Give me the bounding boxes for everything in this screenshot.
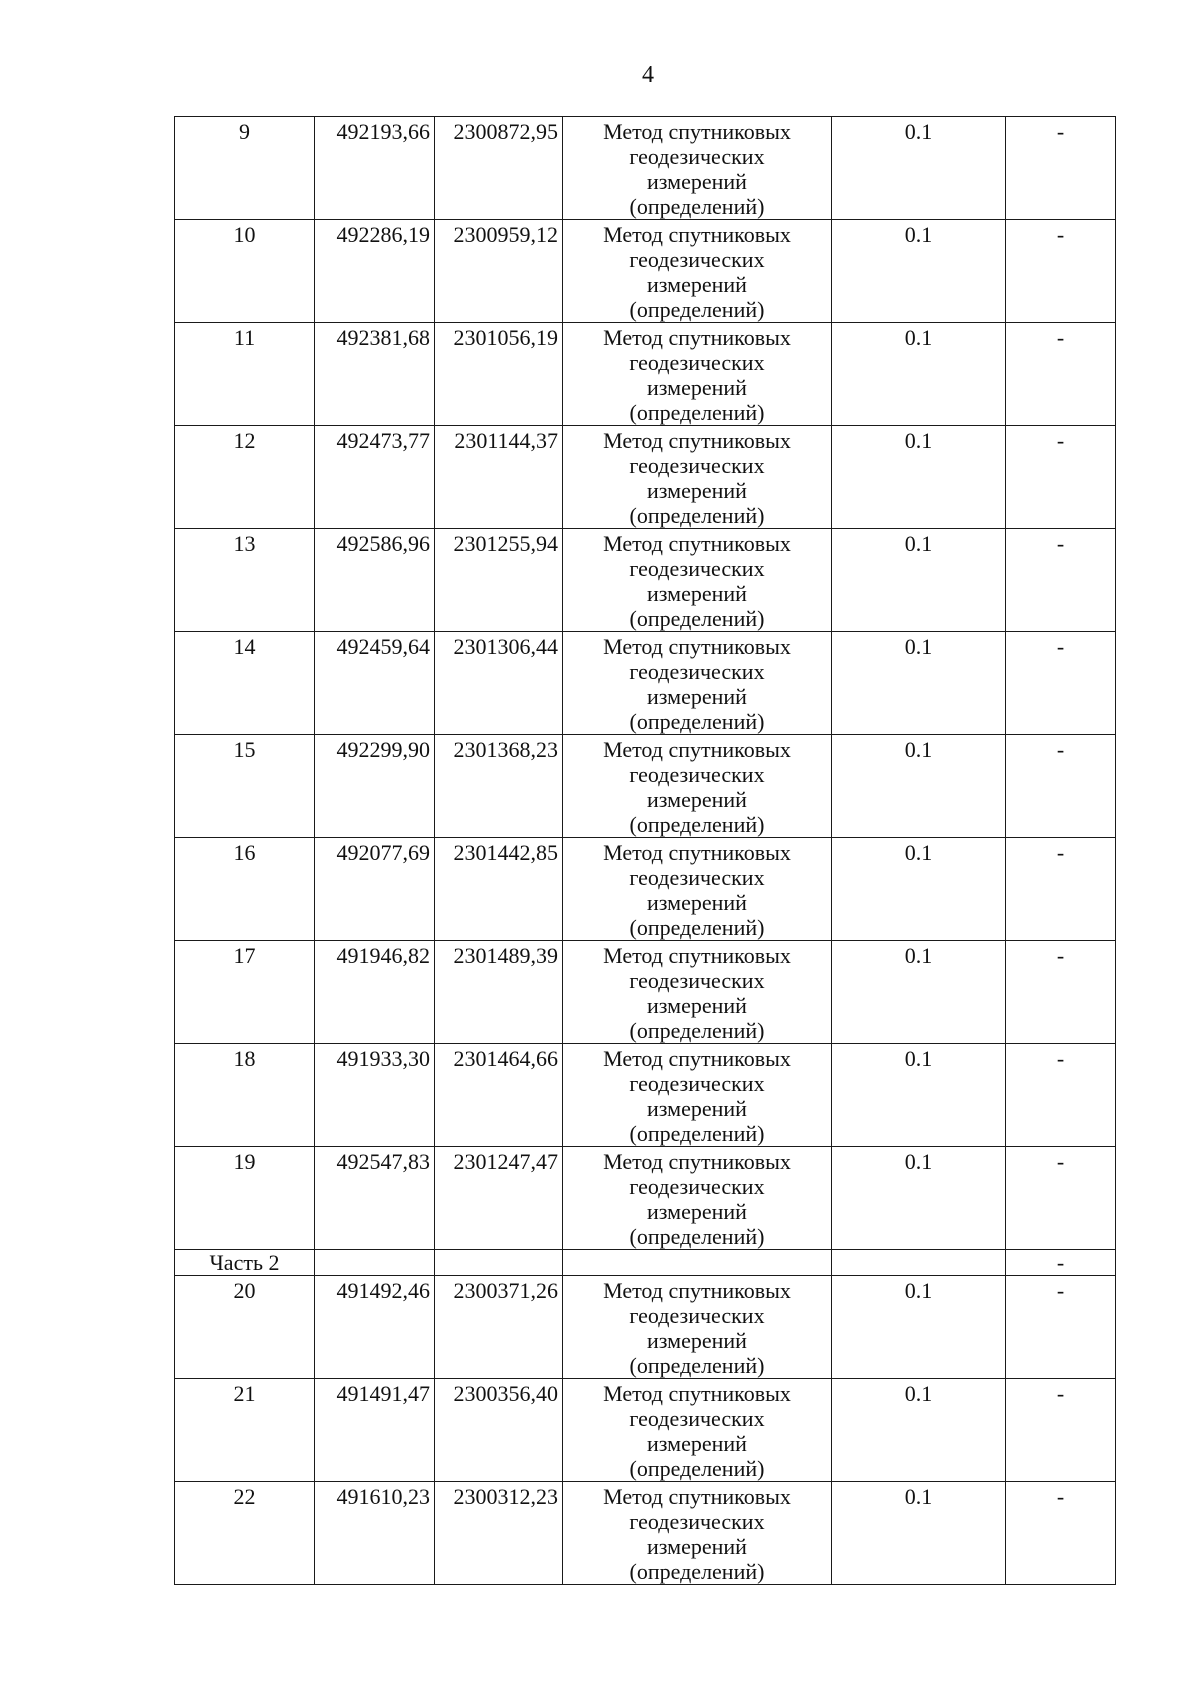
x-coordinate-cell: 492286,19 bbox=[315, 220, 435, 323]
accuracy-cell: 0.1 bbox=[832, 117, 1006, 220]
y-coordinate-cell: 2300371,26 bbox=[435, 1276, 563, 1379]
table-row bbox=[175, 323, 1116, 426]
method-text-line: (определений) bbox=[629, 297, 765, 322]
description-cell: - bbox=[1006, 1044, 1116, 1147]
table-row bbox=[175, 220, 1116, 323]
method-cell bbox=[563, 1482, 832, 1585]
method-text-line: Метод спутниковых bbox=[603, 1278, 791, 1303]
method-text-line: измерений bbox=[647, 684, 747, 709]
accuracy-cell: 0.1 bbox=[832, 1147, 1006, 1250]
x-coordinate-cell: 491492,46 bbox=[315, 1276, 435, 1379]
method-text-line: измерений bbox=[647, 890, 747, 915]
method-cell bbox=[563, 1379, 832, 1482]
method-cell bbox=[563, 1276, 832, 1379]
y-coordinate-cell: 2300312,23 bbox=[435, 1482, 563, 1585]
method-cell bbox=[563, 941, 832, 1044]
empty-cell bbox=[832, 1250, 1006, 1276]
y-coordinate-cell: 2301464,66 bbox=[435, 1044, 563, 1147]
table-row bbox=[175, 1379, 1116, 1482]
method-text-line: геодезических bbox=[629, 350, 765, 375]
method-text-line: измерений bbox=[647, 993, 747, 1018]
method-text-line: геодезических bbox=[629, 968, 765, 993]
point-number-cell: 18 bbox=[175, 1044, 315, 1147]
table-row bbox=[175, 1147, 1116, 1250]
table-row bbox=[175, 838, 1116, 941]
section-label: Часть 2 bbox=[175, 1250, 315, 1276]
method-text-line: Метод спутниковых bbox=[603, 943, 791, 968]
method-text-line: Метод спутниковых bbox=[603, 1484, 791, 1509]
method-text-line: геодезических bbox=[629, 247, 765, 272]
accuracy-cell: 0.1 bbox=[832, 1482, 1006, 1585]
accuracy-cell: 0.1 bbox=[832, 1379, 1006, 1482]
method-cell bbox=[563, 426, 832, 529]
table-row bbox=[175, 941, 1116, 1044]
method-text-line: Метод спутниковых bbox=[603, 1149, 791, 1174]
x-coordinate-cell: 492381,68 bbox=[315, 323, 435, 426]
x-coordinate-cell: 491491,47 bbox=[315, 1379, 435, 1482]
method-text-line: Метод спутниковых bbox=[603, 840, 791, 865]
method-text-line: (определений) bbox=[629, 1018, 765, 1043]
method-text-line: измерений bbox=[647, 375, 747, 400]
method-text-line: (определений) bbox=[629, 400, 765, 425]
description-cell: - bbox=[1006, 426, 1116, 529]
point-number-cell: 20 bbox=[175, 1276, 315, 1379]
description-cell: - bbox=[1006, 220, 1116, 323]
method-text-line: геодезических bbox=[629, 1406, 765, 1431]
x-coordinate-cell: 491946,82 bbox=[315, 941, 435, 1044]
method-text-line: геодезических bbox=[629, 453, 765, 478]
method-text-line: Метод спутниковых bbox=[603, 119, 791, 144]
description-cell: - bbox=[1006, 941, 1116, 1044]
method-text-line: (определений) bbox=[629, 194, 765, 219]
table-row bbox=[175, 632, 1116, 735]
method-cell bbox=[563, 735, 832, 838]
description-cell: - bbox=[1006, 1482, 1116, 1585]
point-number-cell: 17 bbox=[175, 941, 315, 1044]
table-row bbox=[175, 1044, 1116, 1147]
x-coordinate-cell: 492547,83 bbox=[315, 1147, 435, 1250]
method-text-line: (определений) bbox=[629, 1456, 765, 1481]
method-text-line: измерений bbox=[647, 272, 747, 297]
accuracy-cell: 0.1 bbox=[832, 529, 1006, 632]
table-row bbox=[175, 529, 1116, 632]
method-text-line: (определений) bbox=[629, 606, 765, 631]
method-text-line: (определений) bbox=[629, 1224, 765, 1249]
method-text-line: Метод спутниковых bbox=[603, 1381, 791, 1406]
point-number-cell: 9 bbox=[175, 117, 315, 220]
point-number-cell: 19 bbox=[175, 1147, 315, 1250]
method-text-line: геодезических bbox=[629, 1303, 765, 1328]
coordinates-table bbox=[174, 116, 1116, 1585]
method-cell bbox=[563, 220, 832, 323]
method-text-line: геодезических bbox=[629, 865, 765, 890]
method-text-line: геодезических bbox=[629, 144, 765, 169]
x-coordinate-cell: 491610,23 bbox=[315, 1482, 435, 1585]
method-cell bbox=[563, 117, 832, 220]
method-text-line: измерений bbox=[647, 1534, 747, 1559]
table-row bbox=[175, 117, 1116, 220]
table-row bbox=[175, 1276, 1116, 1379]
description-cell: - bbox=[1006, 117, 1116, 220]
accuracy-cell: 0.1 bbox=[832, 838, 1006, 941]
y-coordinate-cell: 2301368,23 bbox=[435, 735, 563, 838]
method-text-line: (определений) bbox=[629, 709, 765, 734]
method-text-line: измерений bbox=[647, 1431, 747, 1456]
method-text-line: геодезических bbox=[629, 1071, 765, 1096]
method-text-line: геодезических bbox=[629, 1509, 765, 1534]
description-cell: - bbox=[1006, 632, 1116, 735]
description-cell: - bbox=[1006, 1147, 1116, 1250]
method-text-line: Метод спутниковых bbox=[603, 737, 791, 762]
accuracy-cell: 0.1 bbox=[832, 323, 1006, 426]
accuracy-cell: 0.1 bbox=[832, 632, 1006, 735]
method-text-line: измерений bbox=[647, 581, 747, 606]
method-text-line: (определений) bbox=[629, 812, 765, 837]
accuracy-cell: 0.1 bbox=[832, 1276, 1006, 1379]
point-number-cell: 14 bbox=[175, 632, 315, 735]
description-cell: - bbox=[1006, 1276, 1116, 1379]
method-cell bbox=[563, 323, 832, 426]
method-text-line: (определений) bbox=[629, 1121, 765, 1146]
method-cell bbox=[563, 1044, 832, 1147]
method-cell bbox=[563, 838, 832, 941]
method-text-line: геодезических bbox=[629, 659, 765, 684]
description-cell: - bbox=[1006, 529, 1116, 632]
method-text-line: измерений bbox=[647, 1096, 747, 1121]
method-text-line: измерений bbox=[647, 1199, 747, 1224]
point-number-cell: 15 bbox=[175, 735, 315, 838]
y-coordinate-cell: 2301255,94 bbox=[435, 529, 563, 632]
y-coordinate-cell: 2301144,37 bbox=[435, 426, 563, 529]
section-description-cell: - bbox=[1006, 1250, 1116, 1276]
y-coordinate-cell: 2301247,47 bbox=[435, 1147, 563, 1250]
accuracy-cell: 0.1 bbox=[832, 220, 1006, 323]
accuracy-cell: 0.1 bbox=[832, 735, 1006, 838]
y-coordinate-cell: 2301489,39 bbox=[435, 941, 563, 1044]
table-row bbox=[175, 1482, 1116, 1585]
method-text-line: (определений) bbox=[629, 1353, 765, 1378]
y-coordinate-cell: 2301056,19 bbox=[435, 323, 563, 426]
method-text-line: (определений) bbox=[629, 915, 765, 940]
method-text-line: (определений) bbox=[629, 1559, 765, 1584]
point-number-cell: 10 bbox=[175, 220, 315, 323]
method-text-line: измерений bbox=[647, 169, 747, 194]
method-text-line: Метод спутниковых bbox=[603, 428, 791, 453]
point-number-cell: 13 bbox=[175, 529, 315, 632]
point-number-cell: 16 bbox=[175, 838, 315, 941]
method-text-line: Метод спутниковых bbox=[603, 1046, 791, 1071]
empty-cell bbox=[315, 1250, 435, 1276]
method-cell bbox=[563, 1147, 832, 1250]
point-number-cell: 12 bbox=[175, 426, 315, 529]
x-coordinate-cell: 492299,90 bbox=[315, 735, 435, 838]
y-coordinate-cell: 2300356,40 bbox=[435, 1379, 563, 1482]
method-cell bbox=[563, 632, 832, 735]
point-number-cell: 21 bbox=[175, 1379, 315, 1482]
page-number: 4 bbox=[642, 62, 654, 88]
method-text-line: геодезических bbox=[629, 1174, 765, 1199]
method-text-line: Метод спутниковых bbox=[603, 531, 791, 556]
method-text-line: геодезических bbox=[629, 556, 765, 581]
method-text-line: (определений) bbox=[629, 503, 765, 528]
description-cell: - bbox=[1006, 735, 1116, 838]
y-coordinate-cell: 2301306,44 bbox=[435, 632, 563, 735]
method-text-line: измерений bbox=[647, 787, 747, 812]
x-coordinate-cell: 491933,30 bbox=[315, 1044, 435, 1147]
table-row bbox=[175, 735, 1116, 838]
y-coordinate-cell: 2300959,12 bbox=[435, 220, 563, 323]
method-text-line: геодезических bbox=[629, 762, 765, 787]
x-coordinate-cell: 492586,96 bbox=[315, 529, 435, 632]
x-coordinate-cell: 492473,77 bbox=[315, 426, 435, 529]
empty-cell bbox=[563, 1250, 832, 1276]
x-coordinate-cell: 492459,64 bbox=[315, 632, 435, 735]
accuracy-cell: 0.1 bbox=[832, 426, 1006, 529]
x-coordinate-cell: 492077,69 bbox=[315, 838, 435, 941]
accuracy-cell: 0.1 bbox=[832, 941, 1006, 1044]
x-coordinate-cell: 492193,66 bbox=[315, 117, 435, 220]
point-number-cell: 22 bbox=[175, 1482, 315, 1585]
accuracy-cell: 0.1 bbox=[832, 1044, 1006, 1147]
empty-cell bbox=[435, 1250, 563, 1276]
method-text-line: Метод спутниковых bbox=[603, 325, 791, 350]
table-row bbox=[175, 426, 1116, 529]
method-text-line: Метод спутниковых bbox=[603, 222, 791, 247]
description-cell: - bbox=[1006, 1379, 1116, 1482]
method-cell bbox=[563, 529, 832, 632]
description-cell: - bbox=[1006, 838, 1116, 941]
description-cell: - bbox=[1006, 323, 1116, 426]
method-text-line: измерений bbox=[647, 478, 747, 503]
section-row bbox=[175, 1250, 1116, 1276]
y-coordinate-cell: 2300872,95 bbox=[435, 117, 563, 220]
method-text-line: Метод спутниковых bbox=[603, 634, 791, 659]
point-number-cell: 11 bbox=[175, 323, 315, 426]
y-coordinate-cell: 2301442,85 bbox=[435, 838, 563, 941]
method-text-line: измерений bbox=[647, 1328, 747, 1353]
